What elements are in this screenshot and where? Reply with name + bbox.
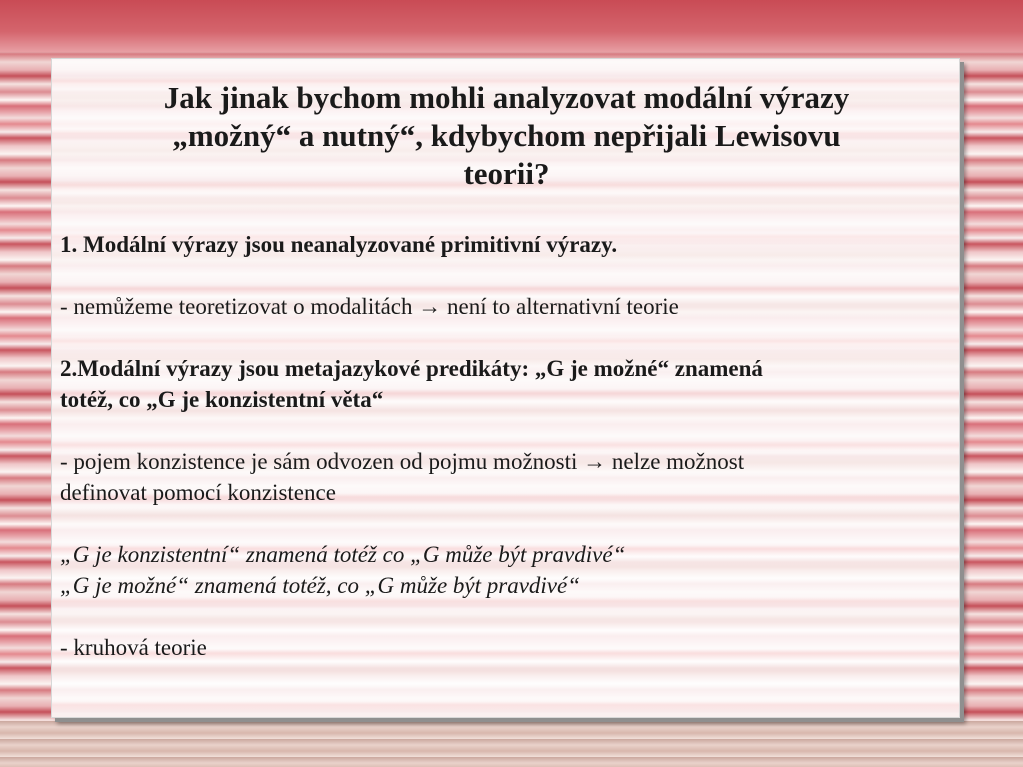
point-1-note: - nemůžeme teoretizovat o modalitách → není to alternativní teorie xyxy=(60,294,679,319)
point-2-note-line-2: definovat pomocí konzistence xyxy=(60,480,336,505)
title-line-1: Jak jinak bychom mohli analyzovat modální výrazy xyxy=(163,80,850,115)
point-1: 1. Modální výrazy jsou neanalyzované primitivní výrazy. xyxy=(60,232,618,257)
conclusion: - kruhová teorie xyxy=(60,635,207,660)
point-2-note-line-1: - pojem konzistence je sám odvozen od pojmu možnosti → nelze možnost xyxy=(60,449,745,474)
slide-panel xyxy=(51,58,960,718)
point-2-line-1: 2.Modální výrazy jsou metajazykové predikáty: „G je možné“ znamená xyxy=(60,356,763,381)
slide-title xyxy=(52,79,961,193)
point-2-line-2: totéž, co „G je konzistentní věta“ xyxy=(60,387,384,412)
definition-line-2: „G je možné“ znamená totéž, co „G může být pravdivé“ xyxy=(60,573,581,598)
bottom-stripe-band xyxy=(0,721,1023,767)
title-line-3: teorii? xyxy=(463,156,550,191)
title-line-2: „možný“ a nutný“, kdybychom nepřijali Lewisovu xyxy=(172,118,841,153)
slide-body xyxy=(60,229,945,663)
top-stripe-band xyxy=(0,0,1023,52)
definition-line-1: „G je konzistentní“ znamená totéž co „G může být pravdivé“ xyxy=(60,542,626,567)
